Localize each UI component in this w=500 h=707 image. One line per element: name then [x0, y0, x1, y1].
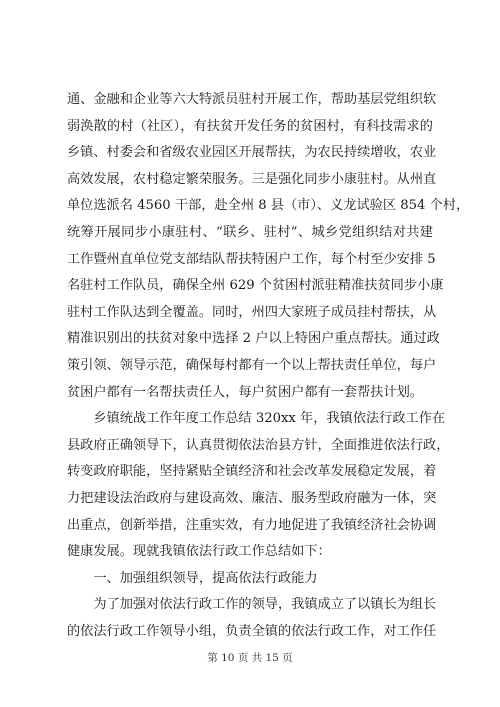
text-line: 出重点，创新举措，注重实效，有力地促进了我镇经济社会协调 — [67, 517, 437, 533]
section-heading: 一、加强组织领导，提高依法行政能力 — [67, 570, 318, 586]
page-number: 第 10 页 共 15 页 — [207, 652, 293, 664]
text-line: 转变政府职能，坚持紧贴全镇经济和社会改革发展稳定发展，着 — [67, 464, 437, 480]
text-line: 高效发展，农村稳定繁荣服务。三是强化同步小康驻村。从州直 — [67, 171, 437, 187]
text-line: 统筹开展同步小康驻村、“联乡、驻村”、城乡党组织结对共建 — [67, 224, 433, 240]
text-line: 名驻村工作队员，确保全州 629 个贫困村派驻精准扶贫同步小康 — [67, 278, 444, 294]
text-line: 弱涣散的村（社区），有扶贫开发任务的贫困村，有科技需求的 — [67, 118, 433, 134]
text-line: 乡镇、村委会和省级农业园区开展帮扶，为农民持续增收，农业 — [67, 145, 437, 161]
text-line: 单位选派名 4560 干部，赴全州 8 县（市）、义龙试验区 854 个村， — [67, 198, 470, 214]
text-line: 乡镇统战工作年度工作总结 320xx 年，我镇依法行政工作在 — [67, 411, 446, 427]
text-line: 工作暨州直单位党支部结队帮扶特困户工作，每个村至少安排 5 — [67, 251, 436, 267]
document-body — [67, 87, 470, 645]
text-line: 精准识别出的扶贫对象中选择 2 户以上特困户重点帮扶。通过政 — [67, 331, 440, 347]
text-line: 通、金融和企业等六大特派员驻村开展工作，帮助基层党组织软 — [67, 92, 437, 107]
text-line: 驻村工作队达到全覆盖。同时，州四大家班子成员挂村帮扶，从 — [67, 304, 437, 320]
text-line: 的依法行政工作领导小组，负责全镇的依法行政工作，对工作任 — [67, 623, 437, 639]
text-line: 县政府正确领导下，认真贯彻依法治县方针，全面推进依法行政， — [67, 437, 450, 453]
text-line: 策引领、领导示范，确保每村都有一个以上帮扶责任单位，每户 — [67, 357, 437, 373]
text-line: 为了加强对依法行政工作的领导，我镇成立了以镇长为组长 — [67, 597, 437, 613]
text-line: 力把建设法治政府与建设高效、廉洁、服务型政府融为一体，突 — [67, 490, 437, 506]
text-line: 贫困户都有一名帮扶责任人，每户贫困户都有一套帮扶计划。 — [67, 384, 424, 400]
text-line: 健康发展。现就我镇依法行政工作总结如下： — [67, 544, 331, 560]
